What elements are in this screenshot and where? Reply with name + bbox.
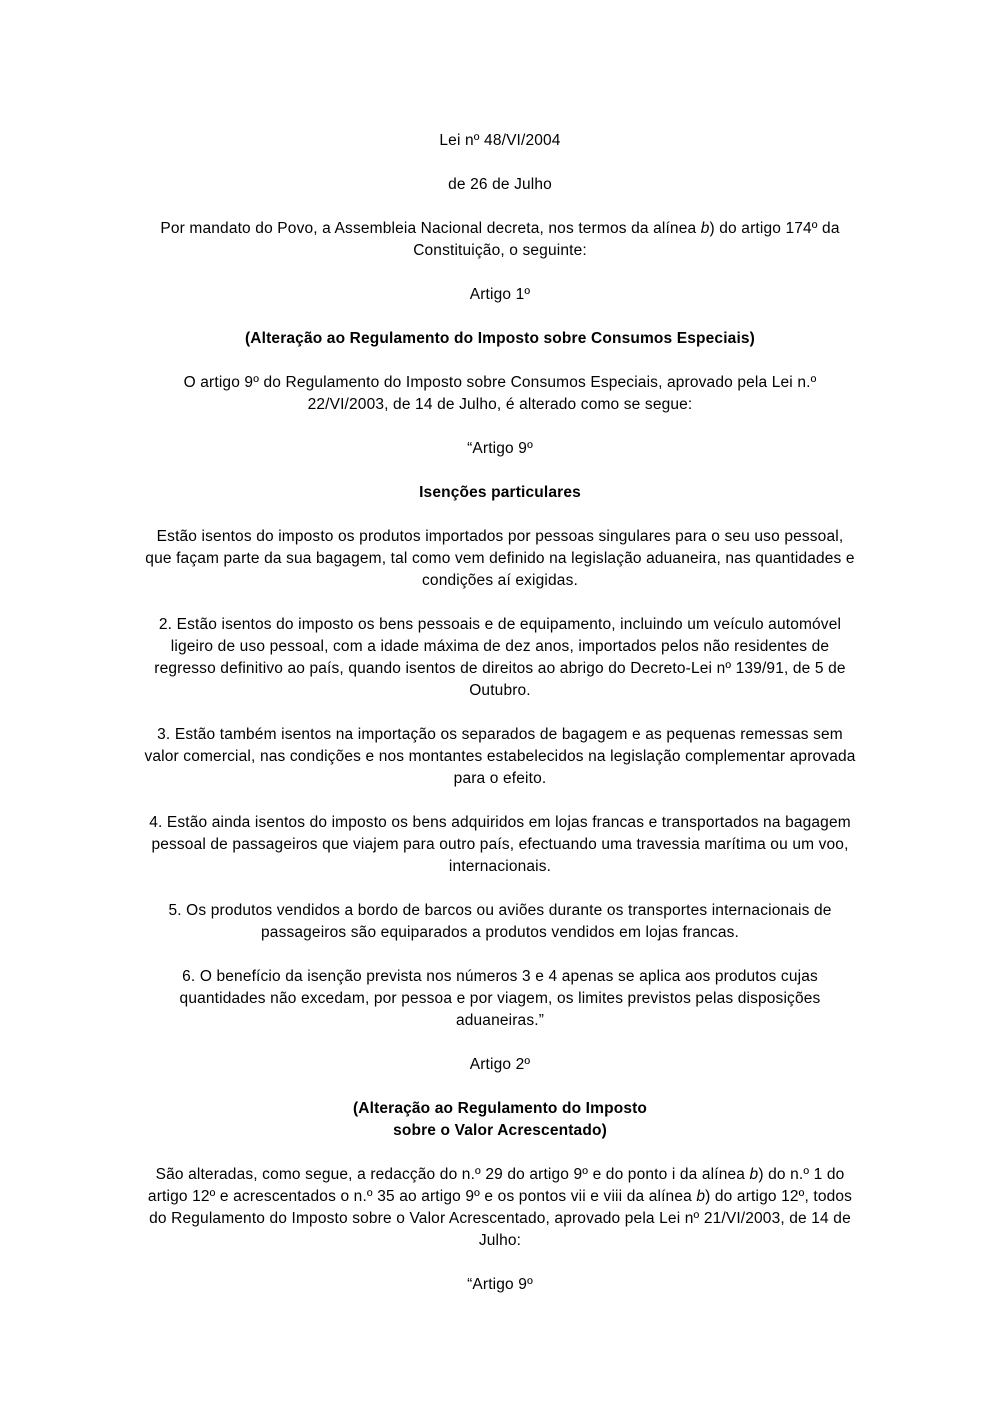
document-title: Lei nº 48/VI/2004: [439, 132, 561, 149]
article-2-alinea-letter-1: b: [749, 1166, 759, 1183]
preamble-text-part2: ) do artigo 174º da Constituição, o seguinte:: [413, 220, 840, 259]
clause-4: 4. Estão ainda isentos do imposto os bens adquiridos em lojas francas e transportados na bagagem pessoal de passageiros que viajem para outro país, efectuando uma travessia marítima ou um voo, internacionais.: [149, 814, 851, 875]
article-2-heading-line1: (Alteração ao Regulamento do Imposto: [352, 1100, 648, 1117]
preamble-text-part1: Por mandato do Povo, a Assembleia Nacional decreta, nos termos da alínea: [160, 220, 701, 237]
article-2-intro-part3: ) do artigo 12º, todos do Regulamento do Imposto sobre o Valor Acrescentado, aprovado pela Lei nº 21/VI/2003, de 14 de Julho:: [149, 1188, 853, 1249]
quoted-article-9-label-2: “Artigo 9º: [467, 1276, 533, 1293]
clause-2: 2. Estão isentos do imposto os bens pessoais e de equipamento, incluindo um veículo automóvel ligeiro de uso pessoal, com a idade máxima de dez anos, importados pelos não residentes de regresso definitivo ao país, quando isentos de direitos ao abrigo do Decreto-Lei nº 139/91, de 5 de Outubro.: [154, 616, 846, 699]
quoted-article-9-heading: Isenções particulares: [419, 484, 581, 501]
clause-1: Estão isentos do imposto os produtos importados por pessoas singulares para o seu uso pessoal, que façam parte da sua bagagem, tal como vem definido na legislação aduaneira, nas quantidades e condições aí exigidas.: [145, 528, 855, 589]
article-2-intro: [144, 1164, 856, 1252]
preamble-paragraph: [144, 218, 856, 262]
article-1-heading: (Alteração ao Regulamento do Imposto sobre Consumos Especiais): [244, 330, 755, 347]
clause-6: 6. O benefício da isenção prevista nos números 3 e 4 apenas se aplica aos produtos cujas quantidades não excedam, por pessoa e por viagem, os limites previstos pelas disposições aduaneiras.”: [179, 968, 821, 1029]
preamble-alinea-letter: b: [700, 220, 710, 237]
article-2-alinea-letter-2: b: [696, 1188, 706, 1205]
article-1-label: Artigo 1º: [469, 286, 531, 303]
article-2-intro-part1: São alteradas, como segue, a redacção do n.º 29 do artigo 9º e do ponto i da alínea: [155, 1166, 750, 1183]
clause-3: 3. Estão também isentos na importação os separados de bagagem e as pequenas remessas sem valor comercial, nas condições e nos montantes estabelecidos na legislação complementar aprovada para o efeito.: [144, 726, 856, 787]
article-2-intro-part2: ) do n.º 1 do artigo 12º e acrescentados o n.º 35 ao artigo 9º e os pontos vii e viii da alínea: [147, 1166, 845, 1205]
article-2-heading-line2: sobre o Valor Acrescentado): [393, 1122, 607, 1139]
clause-5: 5. Os produtos vendidos a bordo de barcos ou aviões durante os transportes internacionais de passageiros são equiparados a produtos vendidos em lojas francas.: [168, 902, 832, 941]
article-1-intro: O artigo 9º do Regulamento do Imposto sobre Consumos Especiais, aprovado pela Lei n.º 22/VI/2003, de 14 de Julho, é alterado como se segue:: [183, 374, 817, 413]
document-subtitle: de 26 de Julho: [448, 176, 552, 193]
article-2-label: Artigo 2º: [469, 1056, 531, 1073]
quoted-article-9-label: “Artigo 9º: [467, 440, 533, 457]
document-content: [144, 130, 856, 1296]
article-2-heading: [144, 1098, 856, 1142]
